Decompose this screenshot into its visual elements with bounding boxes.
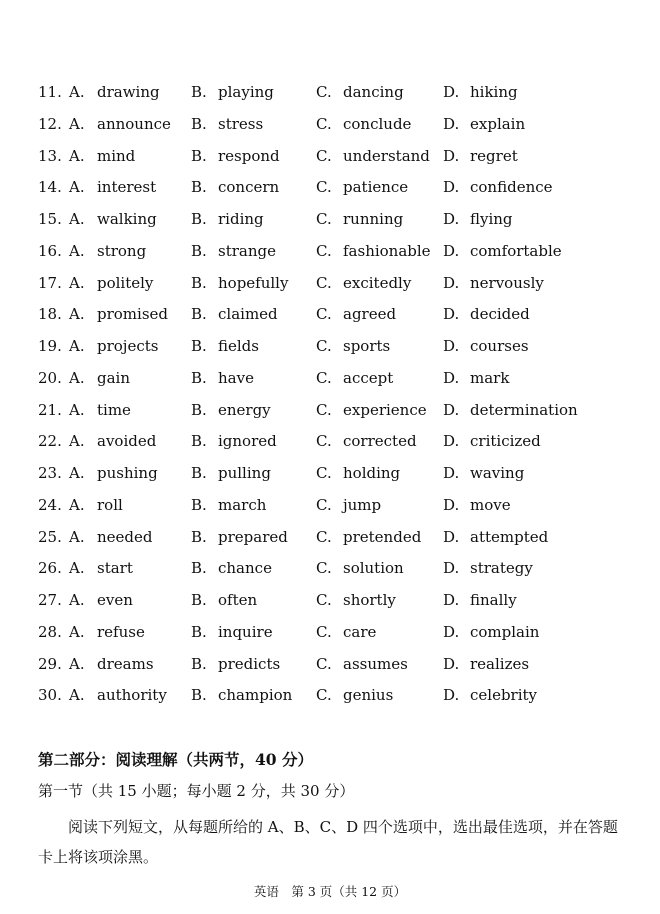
option-d: celebrity [470, 686, 538, 705]
option-letter-b: B. [191, 654, 207, 673]
option-letter-d: D. [443, 146, 460, 165]
option-b: strange [218, 241, 276, 260]
option-d: determination [470, 400, 578, 419]
option-c: understand [343, 146, 430, 165]
question-number: 30. [38, 686, 62, 705]
option-letter-b: B. [191, 400, 207, 419]
option-letter-d: D. [443, 527, 460, 546]
option-letter-c: C. [316, 146, 332, 165]
option-letter-d: D. [443, 241, 460, 260]
question-number: 27. [38, 591, 62, 609]
option-letter-c: C. [316, 686, 332, 705]
option-letter-b: B. [191, 305, 207, 324]
option-letter-a: A. [69, 114, 85, 133]
option-a: interest [97, 178, 157, 197]
option-a: politely [97, 273, 154, 292]
option-a: promised [97, 305, 169, 324]
option-b: concern [218, 178, 280, 197]
option-letter-a: A. [69, 241, 85, 260]
option-a: dreams [97, 654, 154, 673]
option-c: corrected [343, 432, 417, 451]
option-letter-a: A. [69, 527, 85, 546]
option-letter-b: B. [191, 273, 207, 292]
option-letter-b: B. [191, 368, 207, 387]
option-c: sports [343, 337, 391, 355]
option-letter-b: B. [191, 337, 207, 355]
option-b: inquire [218, 622, 273, 641]
option-d: waving [470, 464, 525, 482]
question-row [0, 364, 660, 396]
option-letter-c: C. [316, 210, 332, 228]
option-a: avoided [97, 432, 157, 451]
question-number: 25. [38, 527, 62, 546]
option-c: experience [343, 400, 427, 419]
option-b: often [218, 591, 258, 609]
question-list [0, 78, 660, 713]
question-row [0, 110, 660, 142]
question-row [0, 681, 660, 713]
option-letter-a: A. [69, 273, 85, 292]
option-c: genius [343, 686, 394, 705]
question-number: 26. [38, 559, 62, 578]
subsection-title: 第一节（共 15 小题；每小题 2 分，共 30 分） [38, 782, 355, 800]
option-letter-d: D. [443, 368, 460, 387]
option-b: respond [218, 146, 280, 165]
option-d: comfortable [470, 241, 562, 260]
question-row [0, 396, 660, 428]
option-letter-c: C. [316, 432, 332, 451]
option-letter-c: C. [316, 527, 332, 546]
question-number: 17. [38, 273, 62, 292]
option-b: energy [218, 400, 271, 419]
question-row [0, 237, 660, 269]
option-letter-c: C. [316, 559, 332, 578]
question-row [0, 554, 660, 586]
option-a: even [97, 591, 133, 609]
question-row [0, 332, 660, 364]
option-d: strategy [470, 559, 533, 578]
option-c: solution [343, 559, 404, 578]
option-b: march [218, 495, 267, 514]
option-letter-b: B. [191, 432, 207, 451]
option-a: strong [97, 241, 147, 260]
option-a: pushing [97, 464, 158, 482]
option-a: walking [97, 210, 157, 228]
option-c: dancing [343, 83, 404, 101]
option-d: decided [470, 305, 530, 324]
option-b: ignored [218, 432, 277, 451]
option-d: explain [470, 114, 526, 133]
option-letter-d: D. [443, 622, 460, 641]
option-d: finally [470, 591, 517, 609]
option-c: holding [343, 464, 401, 482]
question-number: 11. [38, 83, 62, 101]
option-letter-d: D. [443, 305, 460, 324]
option-letter-b: B. [191, 527, 207, 546]
option-c: care [343, 622, 377, 641]
question-row [0, 427, 660, 459]
question-row [0, 491, 660, 523]
option-letter-a: A. [69, 146, 85, 165]
option-c: excitedly [343, 273, 412, 292]
option-d: regret [470, 146, 518, 165]
option-letter-d: D. [443, 178, 460, 197]
question-number: 23. [38, 464, 62, 482]
option-letter-d: D. [443, 210, 460, 228]
option-letter-a: A. [69, 337, 85, 355]
option-letter-b: B. [191, 114, 207, 133]
option-letter-b: B. [191, 464, 207, 482]
option-letter-b: B. [191, 686, 207, 705]
option-letter-d: D. [443, 591, 460, 609]
option-letter-a: A. [69, 654, 85, 673]
option-letter-a: A. [69, 83, 85, 101]
option-letter-a: A. [69, 210, 85, 228]
question-number: 29. [38, 654, 62, 673]
question-row [0, 459, 660, 491]
question-number: 18. [38, 305, 62, 324]
option-letter-c: C. [316, 273, 332, 292]
option-letter-d: D. [443, 337, 460, 355]
option-d: attempted [470, 527, 549, 546]
option-letter-d: D. [443, 495, 460, 514]
question-number: 28. [38, 622, 62, 641]
option-letter-a: A. [69, 432, 85, 451]
option-letter-c: C. [316, 241, 332, 260]
question-number: 20. [38, 368, 62, 387]
option-letter-d: D. [443, 686, 460, 705]
option-letter-d: D. [443, 432, 460, 451]
question-row [0, 269, 660, 301]
option-b: predicts [218, 654, 281, 673]
option-letter-c: C. [316, 178, 332, 197]
option-a: start [97, 559, 133, 578]
option-a: refuse [97, 622, 145, 641]
option-d: realizes [470, 654, 530, 673]
question-row [0, 586, 660, 618]
option-letter-c: C. [316, 368, 332, 387]
option-letter-b: B. [191, 591, 207, 609]
option-b: have [218, 368, 254, 387]
option-b: fields [218, 337, 259, 355]
option-letter-d: D. [443, 400, 460, 419]
option-c: patience [343, 178, 409, 197]
option-letter-c: C. [316, 114, 332, 133]
option-letter-a: A. [69, 559, 85, 578]
option-b: playing [218, 83, 274, 101]
option-c: fashionable [343, 241, 431, 260]
option-letter-a: A. [69, 622, 85, 641]
question-number: 16. [38, 241, 62, 260]
option-a: mind [97, 146, 136, 165]
option-b: riding [218, 210, 264, 228]
option-b: stress [218, 114, 264, 133]
option-b: chance [218, 559, 272, 578]
option-letter-c: C. [316, 495, 332, 514]
option-letter-b: B. [191, 178, 207, 197]
option-letter-b: B. [191, 622, 207, 641]
option-letter-a: A. [69, 591, 85, 609]
option-c: agreed [343, 305, 397, 324]
option-a: projects [97, 337, 159, 355]
option-letter-b: B. [191, 146, 207, 165]
question-row [0, 300, 660, 332]
question-row [0, 142, 660, 174]
option-c: jump [343, 495, 382, 514]
question-number: 19. [38, 337, 62, 355]
option-b: pulling [218, 464, 271, 482]
option-letter-c: C. [316, 400, 332, 419]
option-b: champion [218, 686, 293, 705]
question-row [0, 618, 660, 650]
question-row [0, 205, 660, 237]
option-c: assumes [343, 654, 408, 673]
question-number: 24. [38, 495, 62, 514]
question-number: 12. [38, 114, 62, 133]
question-row [0, 523, 660, 555]
option-letter-d: D. [443, 559, 460, 578]
question-number: 15. [38, 210, 62, 228]
option-letter-c: C. [316, 337, 332, 355]
option-letter-a: A. [69, 464, 85, 482]
option-letter-a: A. [69, 495, 85, 514]
option-letter-c: C. [316, 591, 332, 609]
option-letter-a: A. [69, 368, 85, 387]
option-a: needed [97, 527, 153, 546]
option-d: mark [470, 368, 510, 387]
option-letter-d: D. [443, 654, 460, 673]
option-letter-d: D. [443, 83, 460, 101]
option-letter-d: D. [443, 464, 460, 482]
option-a: authority [97, 686, 167, 705]
option-letter-a: A. [69, 400, 85, 419]
option-b: hopefully [218, 273, 289, 292]
option-letter-c: C. [316, 654, 332, 673]
option-d: flying [470, 210, 513, 228]
option-c: running [343, 210, 404, 228]
option-d: hiking [470, 83, 518, 101]
option-letter-b: B. [191, 559, 207, 578]
option-a: drawing [97, 83, 160, 101]
option-letter-b: B. [191, 241, 207, 260]
option-letter-c: C. [316, 622, 332, 641]
option-b: prepared [218, 527, 288, 546]
option-c: conclude [343, 114, 412, 133]
section-title: 第二部分：阅读理解（共两节，40 分） [38, 750, 313, 769]
option-c: shortly [343, 591, 396, 609]
option-letter-b: B. [191, 495, 207, 514]
option-letter-d: D. [443, 114, 460, 133]
question-row [0, 173, 660, 205]
option-d: complain [470, 622, 540, 641]
question-row [0, 78, 660, 110]
option-b: claimed [218, 305, 278, 324]
page-footer: 英语 第 3 页（共 12 页） [253, 884, 407, 899]
option-d: move [470, 495, 511, 514]
option-letter-d: D. [443, 273, 460, 292]
option-letter-b: B. [191, 83, 207, 101]
question-number: 21. [38, 400, 62, 419]
option-a: time [97, 400, 131, 419]
option-c: pretended [343, 527, 422, 546]
option-d: nervously [470, 273, 544, 292]
option-letter-a: A. [69, 686, 85, 705]
option-a: gain [97, 368, 131, 387]
question-number: 22. [38, 432, 62, 451]
option-a: roll [97, 495, 123, 514]
option-a: announce [97, 114, 171, 133]
option-letter-c: C. [316, 464, 332, 482]
question-row [0, 650, 660, 682]
instructions: 阅读下列短文，从每题所给的 A、B、C、D 四个选项中，选出最佳选项，并在答题卡上将该项涂黑。 [38, 818, 618, 866]
option-letter-a: A. [69, 305, 85, 324]
question-number: 13. [38, 146, 62, 165]
option-letter-b: B. [191, 210, 207, 228]
option-letter-c: C. [316, 305, 332, 324]
option-letter-a: A. [69, 178, 85, 197]
question-number: 14. [38, 178, 62, 197]
option-d: confidence [470, 178, 553, 197]
option-d: criticized [470, 432, 541, 451]
option-letter-c: C. [316, 83, 332, 101]
option-c: accept [343, 368, 394, 387]
option-d: courses [470, 337, 529, 355]
